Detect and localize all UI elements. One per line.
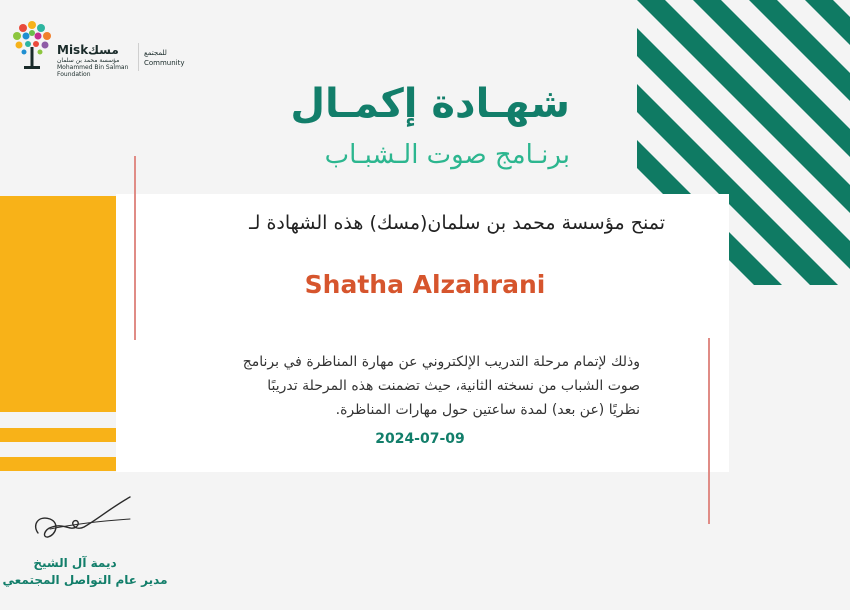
certificate-title: شهـادة إكمـال	[290, 81, 570, 127]
logo-foundation-en-line2: Foundation	[57, 71, 91, 78]
program-title: برنـامج صوت الـشبـاب	[324, 140, 570, 170]
description-line: صوت الشباب من نسخته الثانية، حيث تضمنت هذه المرحلة تدريبًا	[267, 378, 640, 394]
logo-foundation-ar: مؤسسة محمد بن سلمان	[57, 57, 120, 64]
logo-divider	[138, 43, 139, 71]
signature-icon	[30, 493, 135, 543]
red-line-right	[708, 338, 710, 524]
logo-brand-ar: مسك	[88, 43, 119, 57]
logo-community-en: Community	[144, 59, 185, 67]
description-line: وذلك لإتمام مرحلة التدريب الإلكتروني عن مهارة المناظرة في برنامج	[242, 354, 640, 370]
recipient-name: Shatha Alzahrani	[304, 270, 546, 299]
red-line-left	[134, 156, 136, 340]
yellow-stripe-decoration	[0, 428, 116, 442]
logo-community-ar: للمجتمع	[144, 49, 167, 57]
misk-logo	[10, 17, 185, 77]
signatory-title: مدير عام التواصل المجتمعي	[2, 573, 168, 587]
yellow-block-decoration	[0, 196, 116, 412]
logo-brand-en: Misk	[57, 43, 89, 57]
yellow-stripe-decoration	[0, 457, 116, 471]
description-line: نظريًا (عن بعد) لمدة ساعتين حول مهارات المناظرة.	[335, 402, 640, 418]
logo-foundation-en-line1: Mohammed Bin Salman	[57, 64, 129, 71]
grant-statement: تمنح مؤسسة محمد بن سلمان(مسك) هذه الشهادة لـ	[249, 212, 665, 234]
certificate-description	[150, 350, 640, 422]
misk-tree-logo-icon	[10, 17, 54, 73]
issue-date: 2024-07-09	[375, 431, 465, 447]
signatory-name: ديمة آل الشيخ	[33, 556, 117, 570]
